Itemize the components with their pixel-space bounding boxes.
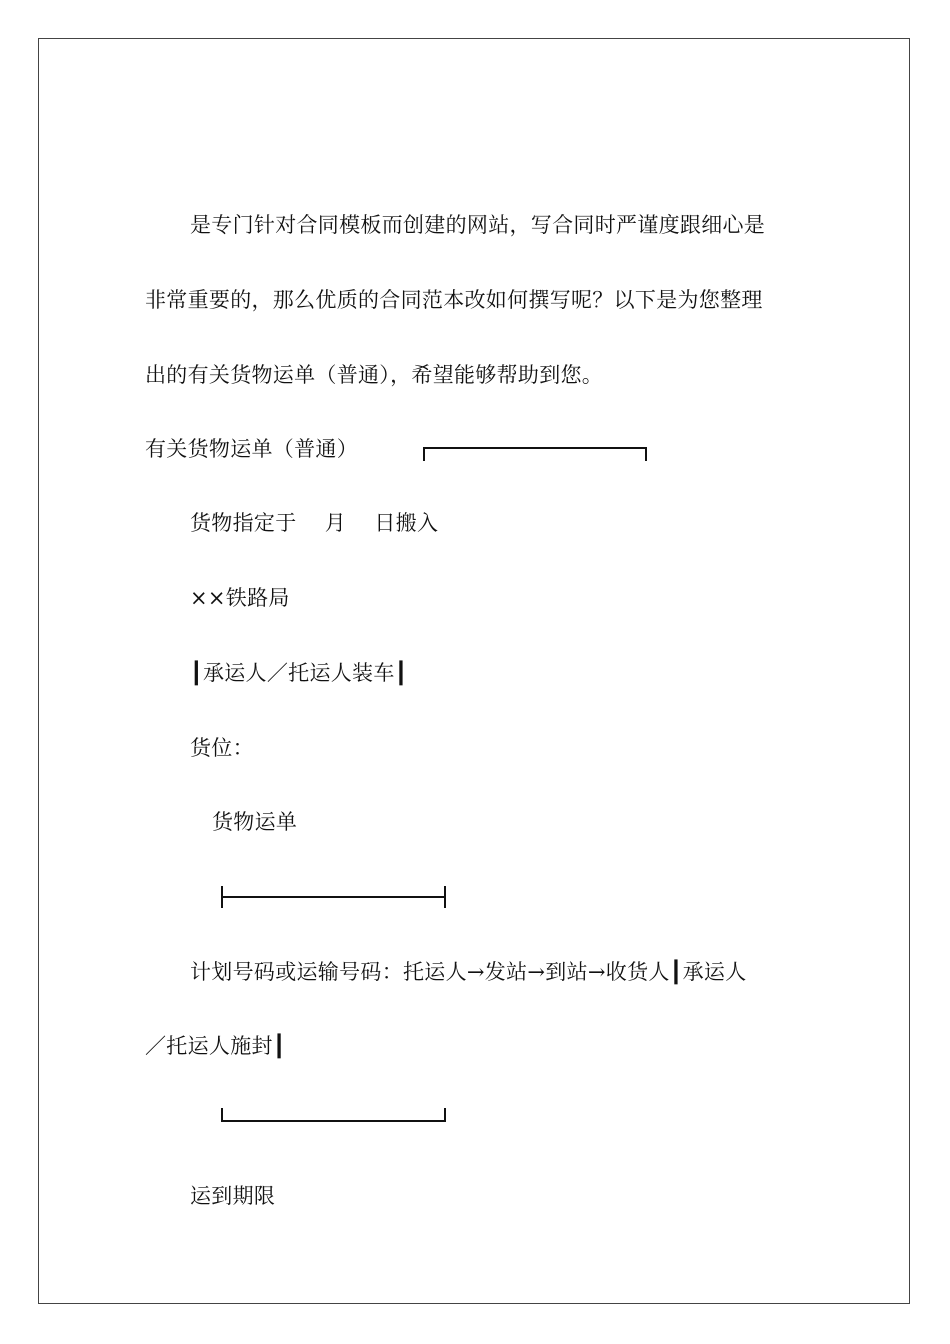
intro-line-3: 出的有关货物运单（普通），希望能够帮助到您。 bbox=[145, 363, 604, 387]
box-top-rule bbox=[423, 447, 647, 461]
cargo-position-line: 货位： bbox=[190, 736, 254, 760]
loading-party-line: ┃承运人／托运人装车┃ bbox=[190, 661, 408, 685]
plan-number-line-1: 计划号码或运输号码：托运人→发站→到站→收货人┃承运人 bbox=[190, 960, 747, 984]
railway-bureau-line: ××铁路局 bbox=[190, 586, 290, 610]
intro-line-2: 非常重要的，那么优质的合同范本改如何撰写呢？以下是为您整理 bbox=[145, 288, 763, 312]
document-title: 有关货物运单（普通） bbox=[145, 437, 358, 461]
designated-date-line: 货物指定于 月 日搬入 bbox=[190, 511, 439, 535]
intro-line-1: 是专门针对合同模板而创建的网站，写合同时严谨度跟细心是 bbox=[190, 213, 766, 237]
plan-number-line-2: ／托运人施封┃ bbox=[145, 1034, 286, 1058]
box-bottom-rule bbox=[221, 1108, 446, 1122]
box-middle-rule bbox=[221, 890, 446, 904]
delivery-deadline-line: 运到期限 bbox=[190, 1184, 276, 1208]
waybill-label: 货物运单 bbox=[212, 810, 298, 834]
